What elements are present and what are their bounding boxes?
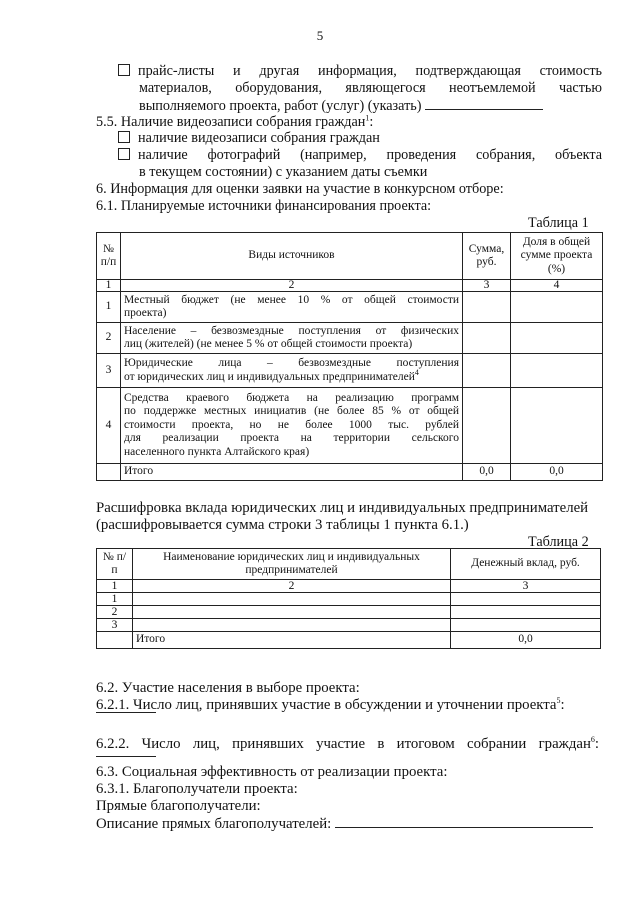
photos-line2: в текущем состоянии) с указанием даты съемки — [139, 164, 428, 180]
direct-beneficiaries-description: Описание прямых благополучателей: — [96, 815, 593, 833]
page-number: 5 — [316, 28, 324, 43]
table2-name-cell[interactable] — [133, 593, 451, 606]
price-lists-line3: выполняемого проекта, работ (услуг) (указать) — [139, 97, 543, 115]
section-63-heading: 6.3. Социальная эффективность от реализации проекта: — [96, 764, 448, 780]
item-622-answer-blank[interactable] — [96, 756, 156, 757]
table1-total-row: Итого 0,0 0,0 — [97, 464, 603, 481]
table2-name-cell[interactable] — [133, 606, 451, 619]
table-row: 1 Местный бюджет (не менее 10 % от общей стоимости проекта) — [97, 292, 603, 323]
table2-contribution-cell[interactable] — [451, 619, 601, 632]
section-6-heading: 6. Информация для оценки заявки на участие в конкурсном отборе: — [96, 181, 504, 197]
description-blank[interactable] — [335, 815, 593, 828]
table-row: 3 Юридические лица – безвозмездные поступления от юридических лиц и индивидуальных предпринимателей$^4$ — [97, 354, 603, 388]
table1-share-cell[interactable] — [511, 292, 603, 323]
checkbox-item-video: наличие видеозаписи собрания граждан — [118, 130, 380, 147]
table2-index-cell: 2 — [133, 580, 451, 593]
table-row: 1 — [97, 593, 601, 606]
table2-index-cell: 3 — [451, 580, 601, 593]
table1-index-cell: 3 — [463, 280, 511, 292]
table1-index-cell: 4 — [511, 280, 603, 292]
section-61-heading: 6.1. Планируемые источники финансирования проекта: — [96, 198, 432, 214]
specify-blank[interactable] — [425, 97, 543, 110]
table-2-contributions — [96, 548, 601, 649]
checkbox-item-price-lists: прайс-листы и другая информация, подтверждающая стоимость — [118, 63, 602, 80]
checkbox[interactable] — [118, 131, 130, 143]
table1-share-cell[interactable] — [511, 323, 603, 354]
table-row: 2 Население – безвозмездные поступления от физических лиц (жителей) (не менее 5 % от общей стоимости проекта) — [97, 323, 603, 354]
decoding-line2: (расшифровывается сумма строки 3 таблицы 1 пункта 6.1.) — [96, 517, 469, 533]
table1-sum-cell[interactable] — [463, 292, 511, 323]
price-lists-line2: материалов, оборудования, являющегося неотъемлемой частью — [139, 80, 602, 96]
table1-index-cell: 1 — [97, 280, 121, 292]
table-row: 3 — [97, 619, 601, 632]
table1-header-sum: Сумма, руб. — [463, 233, 511, 280]
table1-header-kind: Виды источников — [121, 233, 463, 280]
table1-total-sum: 0,0 — [463, 464, 511, 481]
table-1-financing-sources — [96, 232, 603, 481]
direct-beneficiaries: Прямые благополучатели: — [96, 798, 261, 814]
table2-contribution-cell[interactable] — [451, 593, 601, 606]
table1-header-share: Доля в общей сумме проекта (%) — [511, 233, 603, 280]
table1-sum-cell[interactable] — [463, 354, 511, 388]
checkbox[interactable] — [118, 148, 130, 160]
table1-share-cell[interactable] — [511, 388, 603, 464]
table1-sum-cell[interactable] — [463, 388, 511, 464]
table1-share-cell[interactable] — [511, 354, 603, 388]
checkbox[interactable] — [118, 64, 130, 76]
table2-name-cell[interactable] — [133, 619, 451, 632]
table2-header-contribution: Денежный вклад, руб. — [451, 549, 601, 580]
section-55-heading: 5.5. Наличие видеозаписи собрания граждан$^1$: — [96, 113, 374, 130]
table2-label: Таблица 2 — [528, 534, 589, 550]
item-631: 6.3.1. Благополучатели проекта: — [96, 781, 298, 797]
table-row: 2 — [97, 606, 601, 619]
table1-total-share: 0,0 — [511, 464, 603, 481]
table1-header-num: № п/п — [97, 233, 121, 280]
table1-label: Таблица 1 — [528, 215, 589, 231]
table1-sum-cell[interactable] — [463, 323, 511, 354]
table-row: 4 Средства краевого бюджета на реализацию программ по поддержке местных инициатив (не более 85 % от общей стоимости проекта, но не более 1000 тыс. рублей для реализации проекта на территории сельского населенного пункта Алтайского края) — [97, 388, 603, 464]
item-622: 6.2.2. Число лиц, принявших участие в итоговом собрании граждан$^6$: — [96, 735, 599, 752]
item-621-answer-blank[interactable] — [96, 712, 156, 713]
section-62-heading: 6.2. Участие населения в выборе проекта: — [96, 680, 360, 696]
item-621: 6.2.1. Число лиц, принявших участие в обсуждении и уточнении проекта$^5$: — [96, 696, 565, 713]
checkbox-item-photos: наличие фотографий (например, проведения собрания, объекта — [118, 147, 602, 164]
table1-index-cell: 2 — [121, 280, 463, 292]
table2-header-name: Наименование юридических лиц и индивидуальных предпринимателей — [133, 549, 451, 580]
table2-total-row: Итого 0,0 — [97, 632, 601, 649]
table2-header-num: № п/п — [97, 549, 133, 580]
table2-total-value: 0,0 — [451, 632, 601, 649]
decoding-line1: Расшифровка вклада юридических лиц и индивидуальных предпринимателей — [96, 500, 589, 516]
table2-index-cell: 1 — [97, 580, 133, 593]
table2-contribution-cell[interactable] — [451, 606, 601, 619]
